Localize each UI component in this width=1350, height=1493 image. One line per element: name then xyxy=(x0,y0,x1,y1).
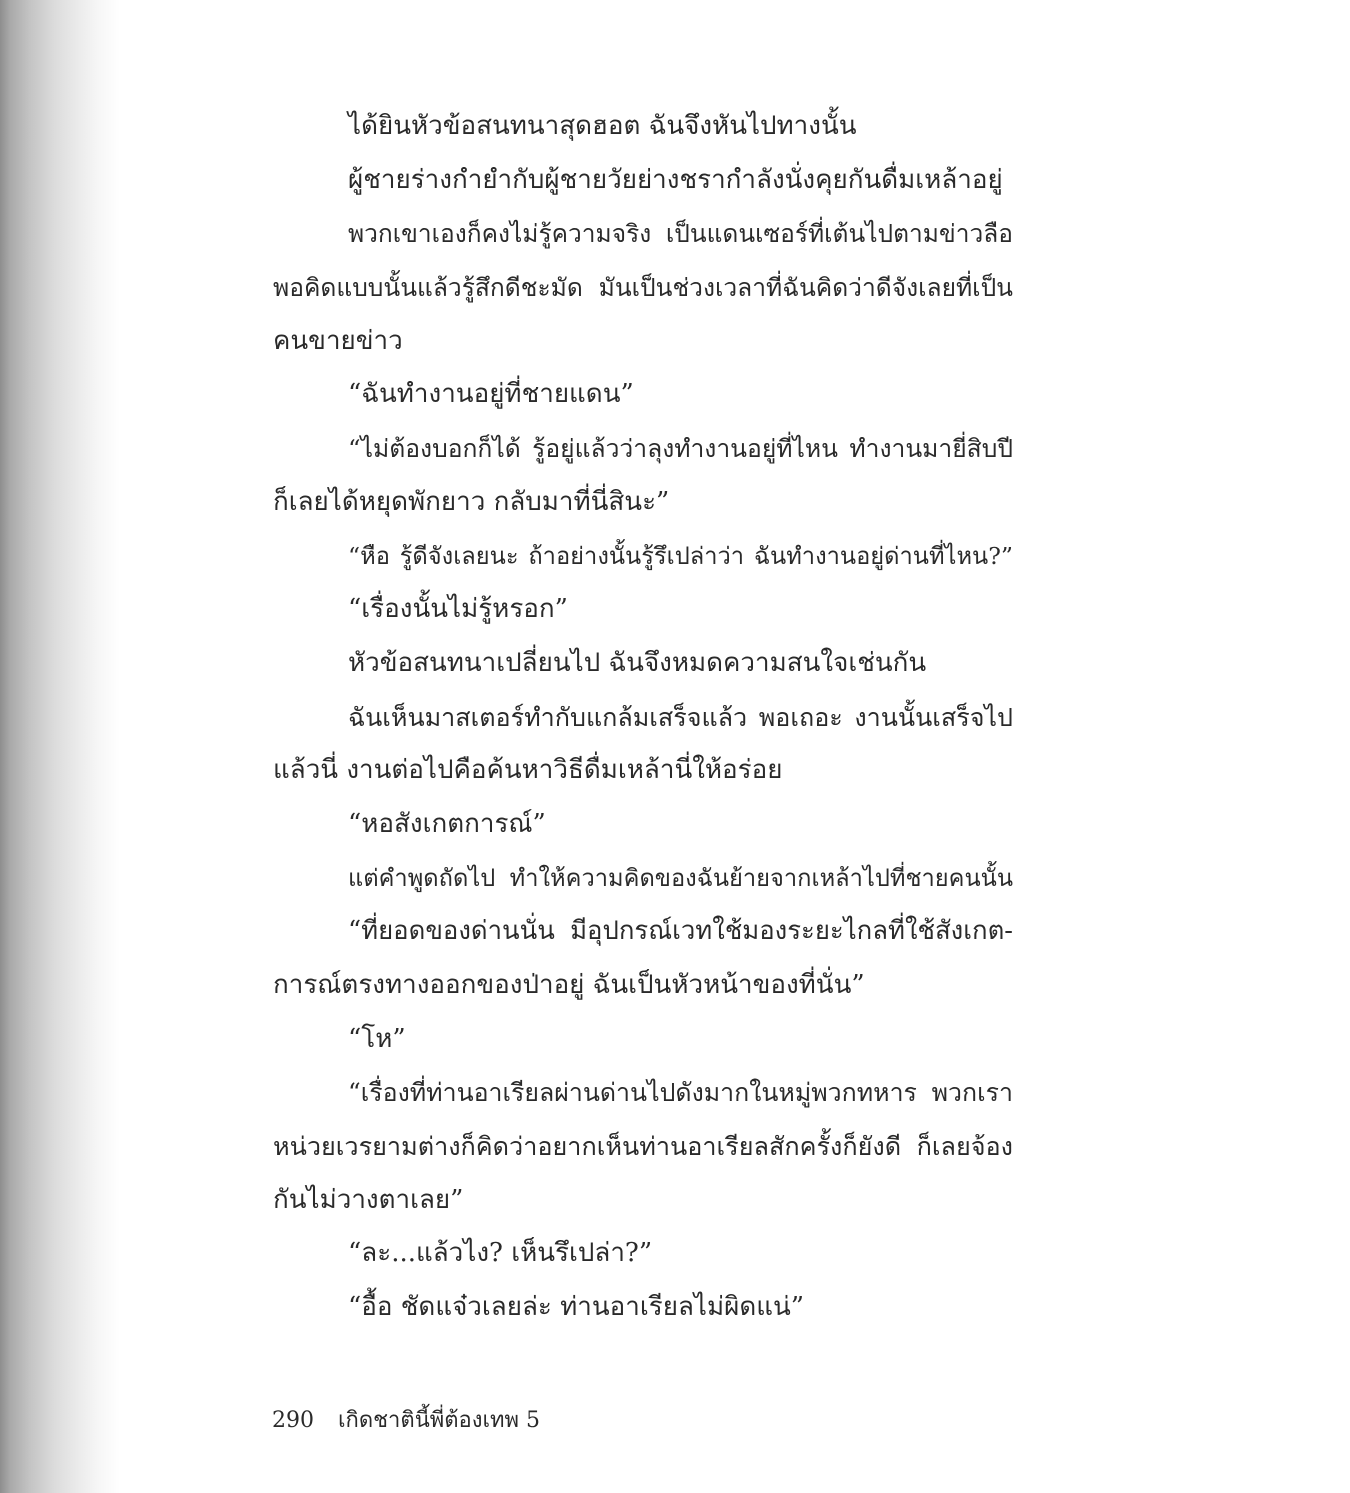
text-line: “หือ รู้ดีจังเลยนะ ถ้าอย่างนั้นรู้รึเปล่าว่า ฉันทำงานอยู่ด่านที่ไหน?” xyxy=(348,541,1013,570)
page-footer xyxy=(272,1402,540,1437)
text-line: “ฉันทำงานอยู่ที่ชายแดน” xyxy=(348,379,634,410)
page-number: 290 xyxy=(272,1408,314,1433)
text-line: “เรื่องนั้นไม่รู้หรอก” xyxy=(348,594,568,625)
book-title: เกิดชาตินี้พี่ต้องเทพ 5 xyxy=(338,1408,540,1433)
text-line: หน่วยเวรยามต่างก็คิดว่าอยากเห็นท่านอาเรียลสักครั้งก็ยังดี ก็เลยจ้อง xyxy=(273,1132,1013,1162)
text-line: ผู้ชายร่างกำยำกับผู้ชายวัยย่างชรากำลังนั่งคุยกันดื่มเหล้าอยู่ xyxy=(348,164,1003,195)
text-line: “อื้อ ชัดแจ๋วเลยล่ะ ท่านอาเรียลไม่ผิดแน่” xyxy=(348,1292,805,1323)
text-line: หัวข้อสนทนาเปลี่ยนไป ฉันจึงหมดความสนใจเช่นกัน xyxy=(348,647,927,678)
text-line: แต่คำพูดถัดไป ทำให้ความคิดของฉันย้ายจากเหล้าไปที่ชายคนนั้น xyxy=(348,863,1013,892)
text-line: ฉันเห็นมาสเตอร์ทำกับแกล้มเสร็จแล้ว พอเถอะ งานนั้นเสร็จไป xyxy=(348,702,1013,732)
text-line: “ไม่ต้องบอกก็ได้ รู้อยู่แล้วว่าลุงทำงานอยู่ที่ไหน ทำงานมายี่สิบปี xyxy=(348,434,1013,464)
text-line: แล้วนี่ งานต่อไปคือค้นหาวิธีดื่มเหล้านี่ให้อร่อย xyxy=(273,755,783,786)
text-line: พวกเขาเองก็คงไม่รู้ความจริง เป็นแดนเซอร์ที่เต้นไปตามข่าวลือ xyxy=(348,219,1013,249)
text-line: “เรื่องที่ท่านอาเรียลผ่านด่านไปดังมากในหมู่พวกทหาร พวกเรา xyxy=(348,1078,1013,1108)
text-line: “หอสังเกตการณ์” xyxy=(348,808,546,839)
text-line: “โห” xyxy=(348,1023,406,1054)
text-line: ก็เลยได้หยุดพักยาว กลับมาที่นี่สินะ” xyxy=(273,486,670,517)
text-line: กันไม่วางตาเลย” xyxy=(273,1184,464,1215)
body-text xyxy=(273,100,1013,1335)
book-spine-shadow xyxy=(0,0,120,1493)
text-line: พอคิดแบบนั้นแล้วรู้สึกดีชะมัด มันเป็นช่วงเวลาที่ฉันคิดว่าดีจังเลยที่เป็น xyxy=(273,273,1013,303)
text-line: “ละ...แล้วไง? เห็นรึเปล่า?” xyxy=(348,1238,653,1269)
text-line: ได้ยินหัวข้อสนทนาสุดฮอต ฉันจึงหันไปทางนั้น xyxy=(348,111,857,141)
text-line: “ที่ยอดของด่านนั่น มีอุปกรณ์เวทใช้มองระยะไกลที่ใช้สังเกต- xyxy=(348,916,1013,947)
text-line: การณ์ตรงทางออกของป่าอยู่ ฉันเป็นหัวหน้าของที่นั่น” xyxy=(273,970,865,1000)
text-line: คนขายข่าว xyxy=(273,325,403,356)
